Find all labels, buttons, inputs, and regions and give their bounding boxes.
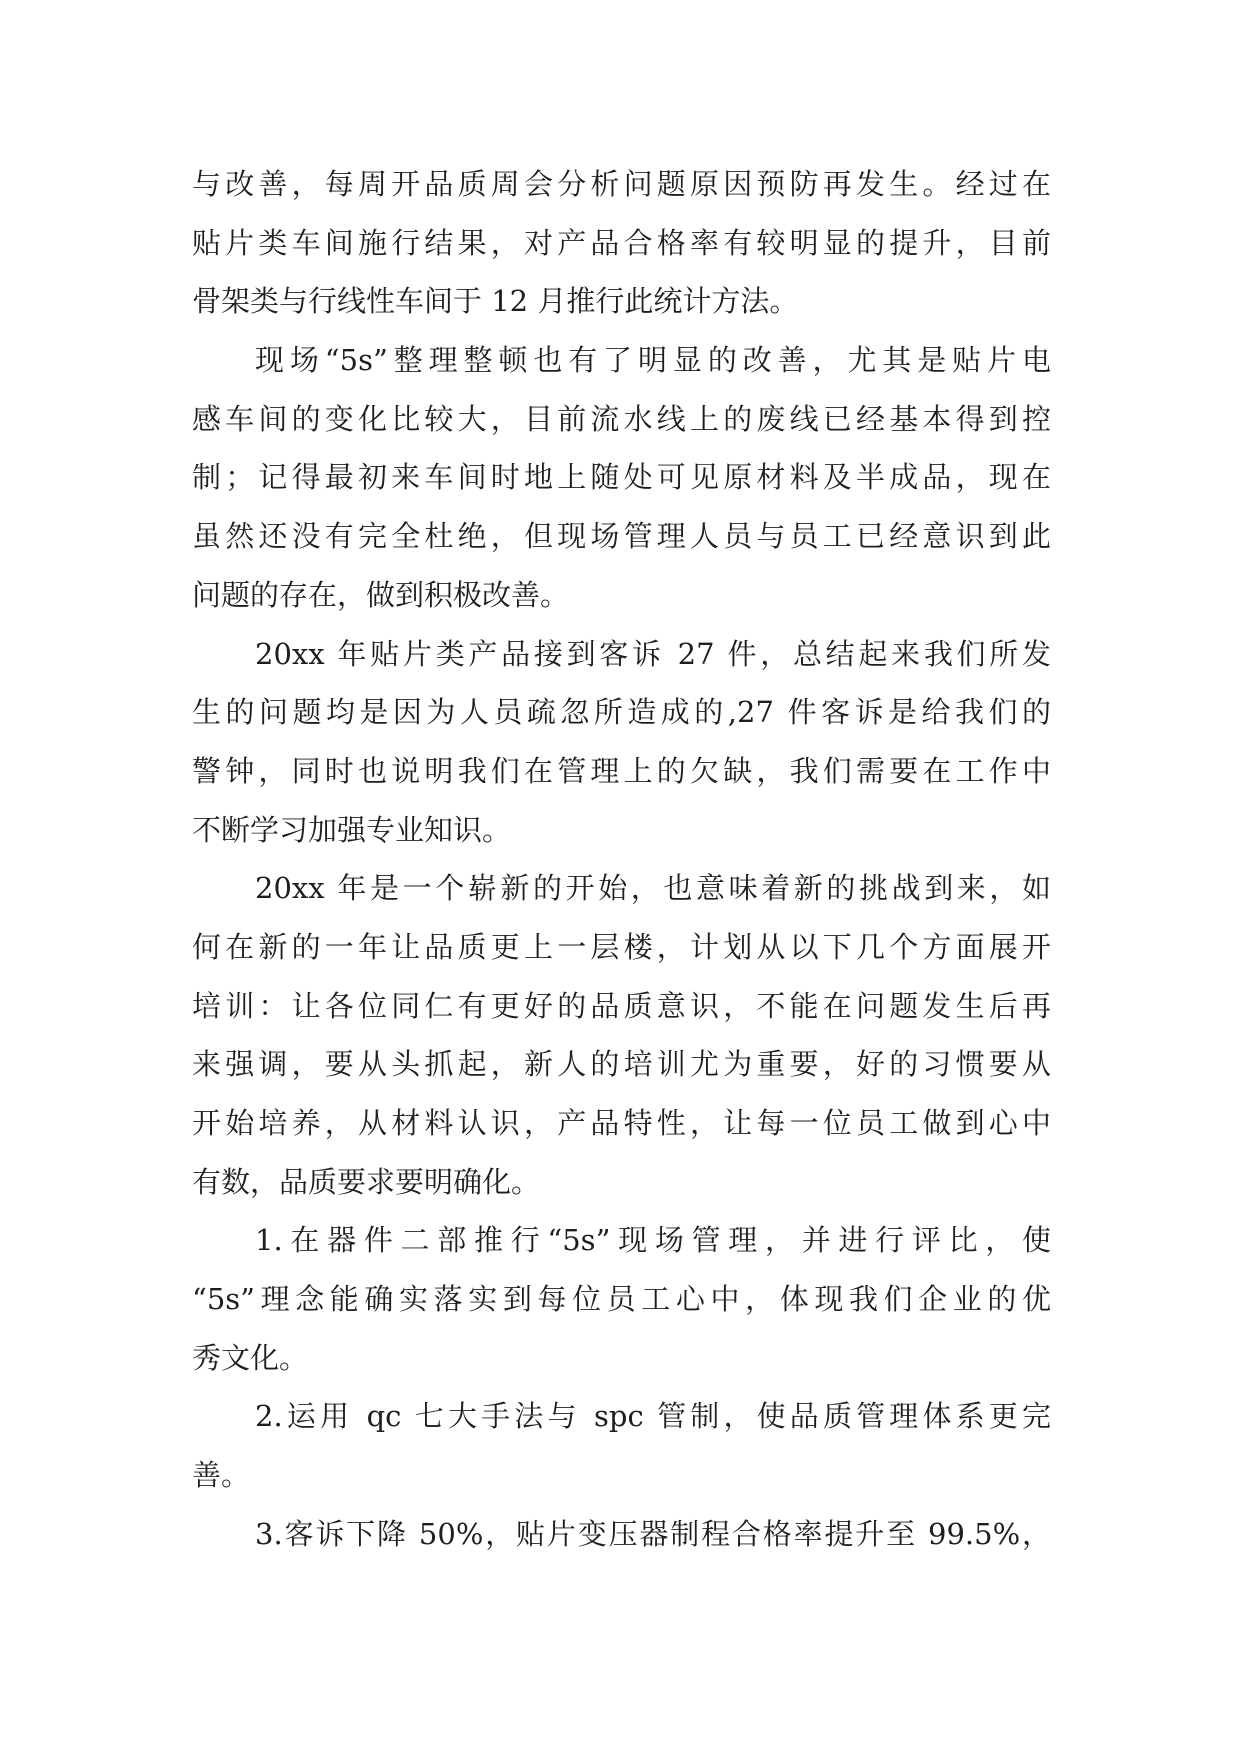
text-line: 培训：让各位同仁有更好的品质意识，不能在问题发生后再 [192, 988, 1051, 1023]
text-line: 警钟，同时也说明我们在管理上的欠缺，我们需要在工作中 [192, 753, 1051, 788]
text-line: 3.客诉下降 50%，贴片变压器制程合格率提升至 99.5%， [255, 1516, 1051, 1551]
list-item-3 [192, 1505, 1051, 1564]
text-line: 20xx 年是一个崭新的开始，也意味着新的挑战到来，如 [255, 871, 1051, 906]
text-line: 善。 [192, 1458, 251, 1493]
text-line: 20xx 年贴片类产品接到客诉 27 件，总结起来我们所发 [255, 636, 1051, 671]
text-line: 来强调，要从头抓起，新人的培训尤为重要，好的习惯要从 [192, 1047, 1051, 1082]
text-line: “5s”理念能确实落实到每位员工心中，体现我们企业的优 [192, 1282, 1051, 1317]
text-line: 制；记得最初来车间时地上随处可见原材料及半成品，现在 [192, 460, 1051, 495]
paragraph-4 [192, 859, 1051, 1211]
text-line: 现场“5s”整理整顿也有了明显的改善，尤其是贴片电 [255, 343, 1051, 378]
text-line: 1.在器件二部推行“5s”现场管理，并进行评比，使 [255, 1223, 1051, 1258]
paragraph-1 [192, 155, 1051, 331]
text-line: 贴片类车间施行结果，对产品合格率有较明显的提升，目前 [192, 225, 1051, 260]
text-line: 秀文化。 [192, 1340, 309, 1375]
list-item-1 [192, 1211, 1051, 1387]
text-line: 感车间的变化比较大，目前流水线上的废线已经基本得到控 [192, 401, 1051, 436]
text-line: 虽然还没有完全杜绝，但现场管理人员与员工已经意识到此 [192, 519, 1051, 554]
text-line: 开始培养，从材料认识，产品特性，让每一位员工做到心中 [192, 1106, 1051, 1140]
paragraph-2 [192, 331, 1051, 624]
text-line: 骨架类与行线性车间于 12 月推行此统计方法。 [192, 284, 799, 319]
text-line: 2.运用 qc 七大手法与 spc 管制，使品质管理体系更完 [255, 1399, 1051, 1434]
body-text [192, 155, 1051, 1564]
text-line: 与改善，每周开品质周会分析问题原因预防再发生。经过在 [192, 167, 1051, 201]
text-line: 不断学习加强专业知识。 [192, 812, 512, 847]
text-line: 何在新的一年让品质更上一层楼，计划从以下几个方面展开 [192, 929, 1051, 964]
text-line: 生的问题均是因为人员疏忽所造成的,27 件客诉是给我们的 [192, 695, 1051, 730]
text-line: 问题的存在，做到积极改善。 [192, 577, 570, 612]
list-item-2 [192, 1387, 1051, 1504]
paragraph-3 [192, 625, 1051, 860]
text-line: 有数，品质要求要明确化。 [192, 1164, 541, 1199]
